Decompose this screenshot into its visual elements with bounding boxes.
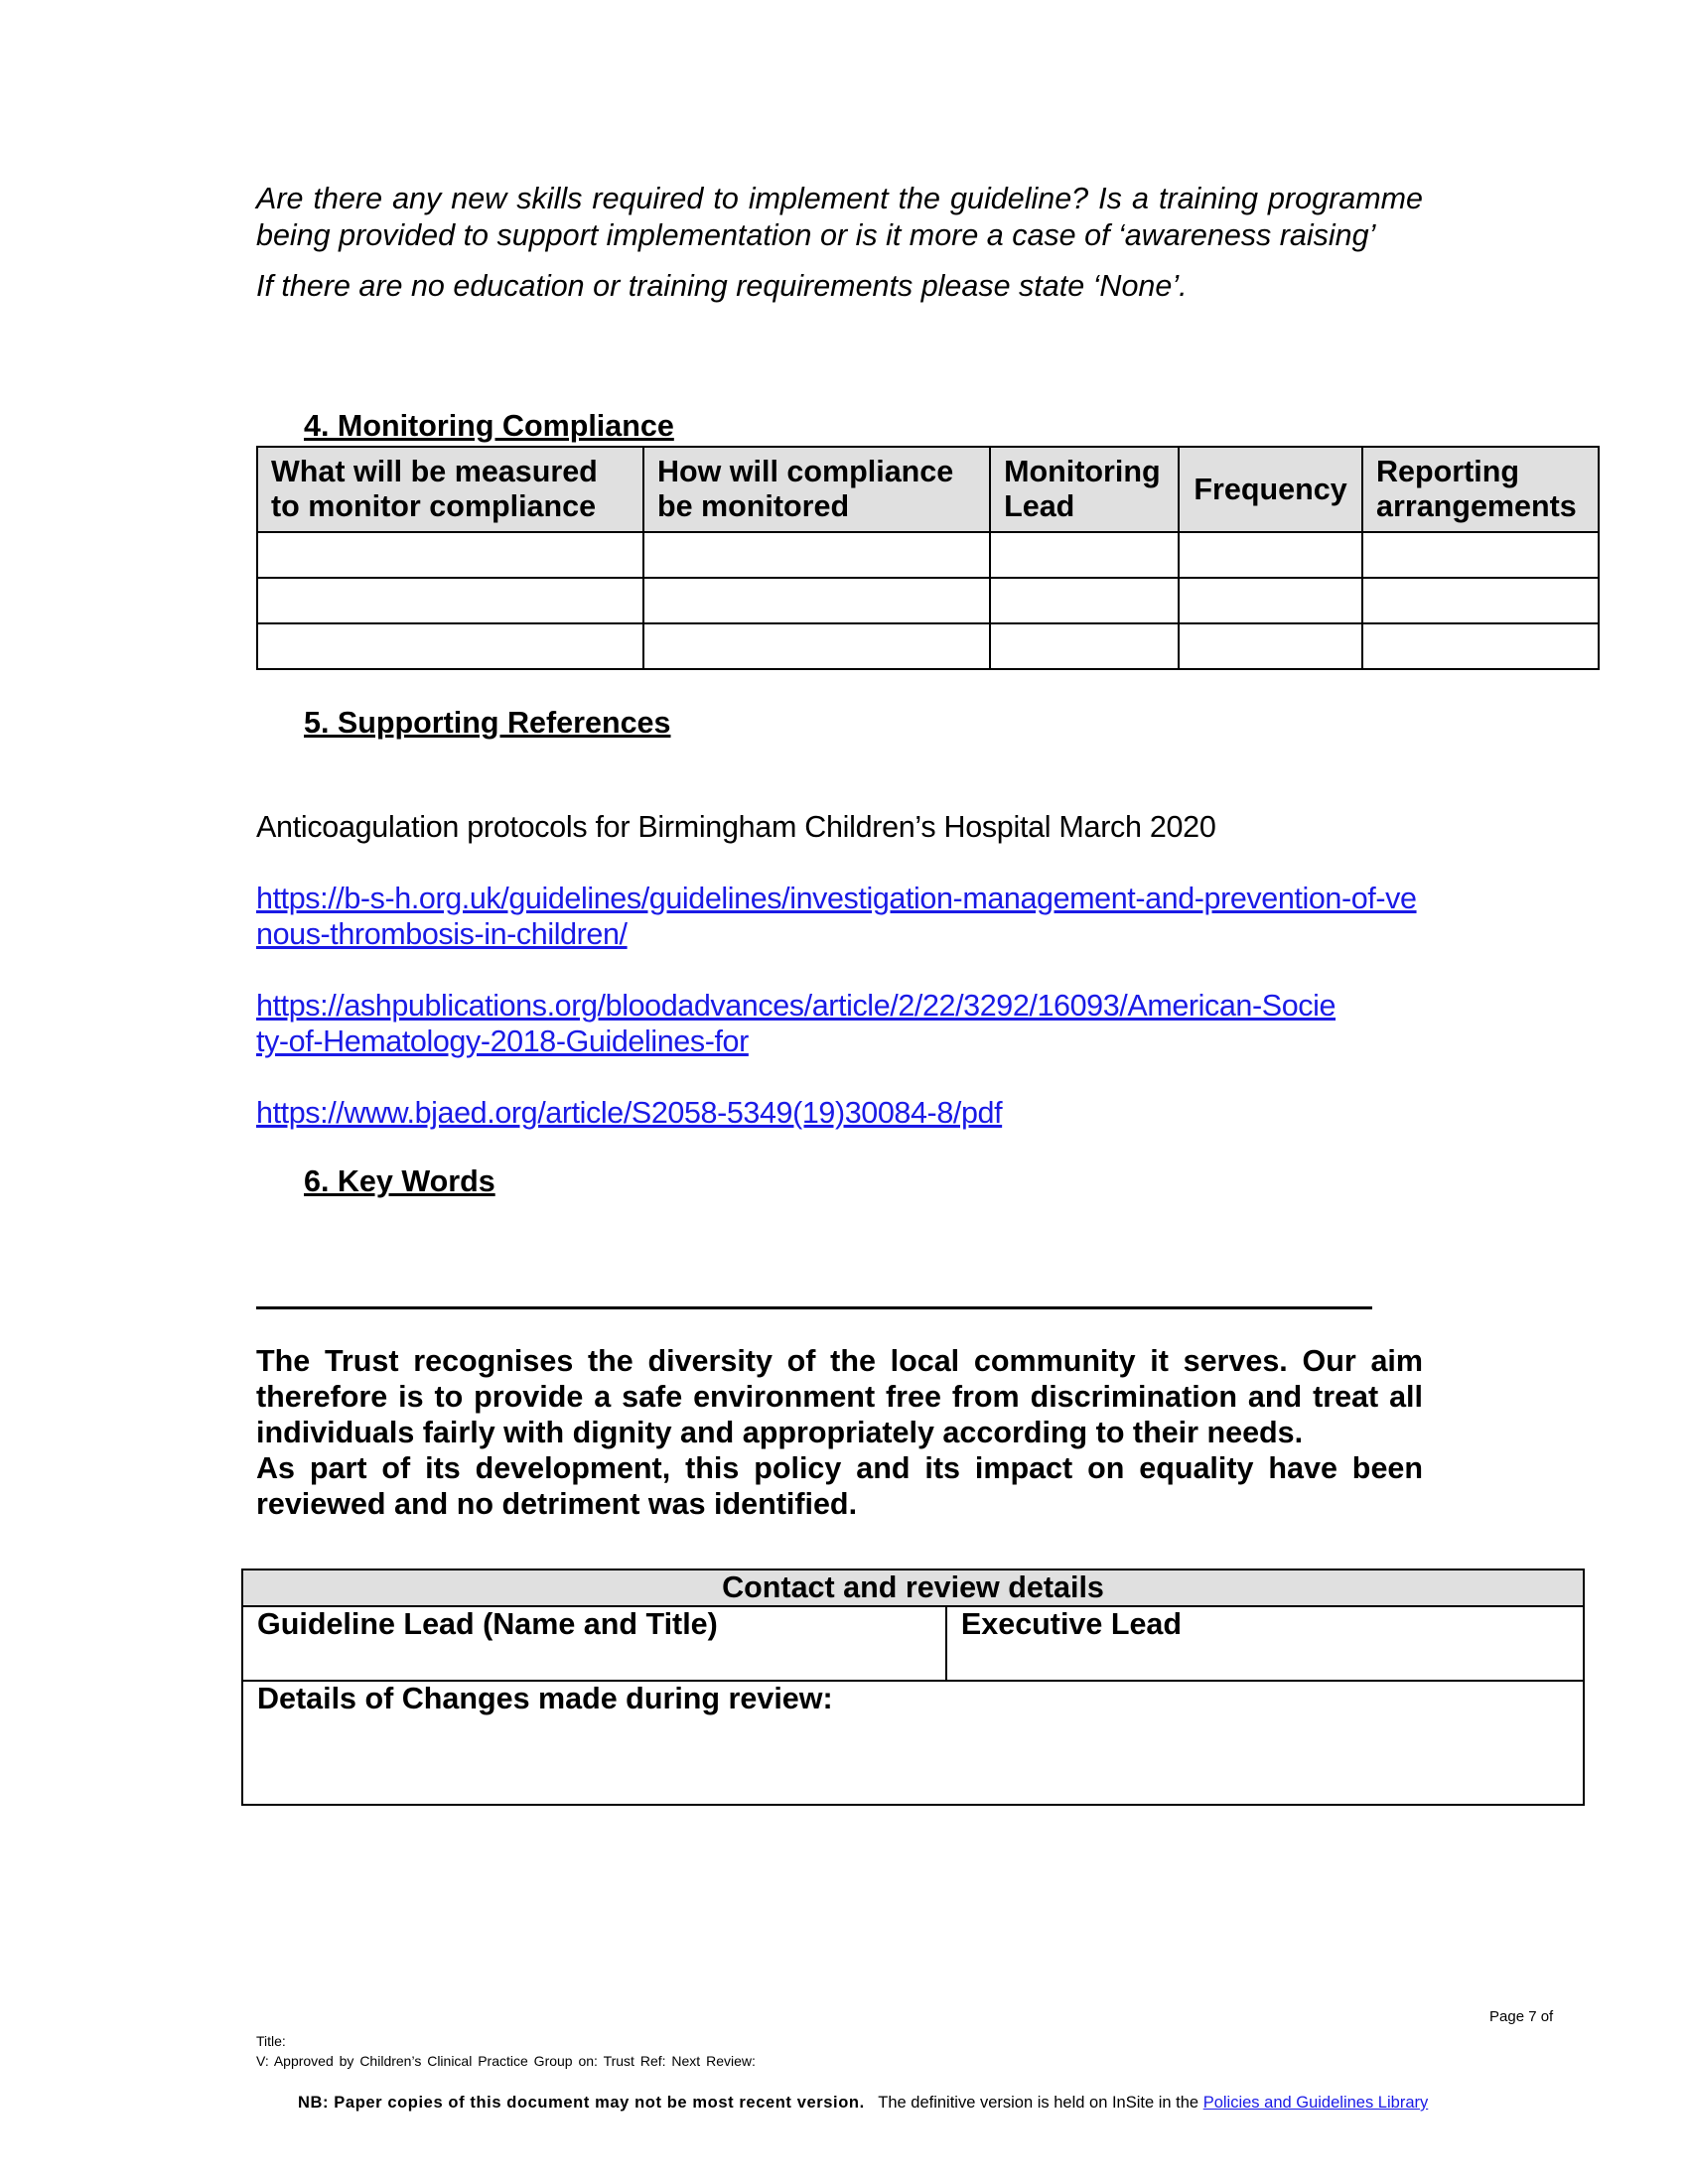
table-cell[interactable] — [257, 623, 643, 669]
table-row — [257, 578, 1599, 623]
table-cell[interactable] — [1179, 532, 1362, 578]
table-cell[interactable] — [257, 532, 643, 578]
table-cell[interactable] — [257, 578, 643, 623]
intro-instruction: If there are no education or training requirements please state ‘None’. — [256, 269, 1188, 303]
contact-title-row — [242, 1570, 1584, 1606]
table-cell[interactable] — [643, 578, 990, 623]
table-cell[interactable] — [1179, 623, 1362, 669]
executive-lead-cell[interactable]: Executive Lead — [946, 1606, 1584, 1681]
policies-library-link[interactable]: Policies and Guidelines Library — [1202, 2094, 1429, 2112]
table-row — [257, 623, 1599, 669]
contact-title: Contact and review details — [242, 1570, 1584, 1606]
footer-notice-bold: NB: Paper copies of this document may not be most recent version. — [298, 2094, 865, 2112]
keywords-heading: 6. Key Words — [304, 1164, 495, 1198]
table-row — [257, 532, 1599, 578]
monitoring-heading: 4. Monitoring Compliance — [304, 409, 674, 443]
contact-lead-row — [242, 1606, 1584, 1681]
col-how-monitored: How will compliance be monitored — [643, 447, 990, 532]
col-frequency: Frequency — [1179, 447, 1362, 532]
changes-row — [242, 1681, 1584, 1805]
reference-link-bjaed[interactable]: https://www.bjaed.org/article/S2058-5349(19)30084-8/pdf — [256, 1096, 1003, 1130]
references-list — [256, 809, 1448, 1166]
monitoring-table — [256, 446, 1600, 670]
table-cell[interactable] — [1362, 623, 1599, 669]
trust-statement-para2: As part of its development, this policy and its impact on equality have been reviewed and no detriment was identified. — [256, 1451, 1423, 1521]
table-cell[interactable] — [1362, 532, 1599, 578]
page-number: Page 7 of — [1489, 2008, 1554, 2025]
col-what-measured: What will be measured to monitor compliance — [257, 447, 643, 532]
footer-version: V: Approved by Children’s Clinical Practice Group on: Trust Ref: Next Review: — [256, 2053, 756, 2069]
table-cell[interactable] — [1362, 578, 1599, 623]
footer-title: Title: — [256, 2033, 286, 2049]
table-cell[interactable] — [643, 532, 990, 578]
intro-text — [256, 181, 1423, 305]
reference-link-ash[interactable]: https://ashpublications.org/bloodadvances/article/2/22/3292/16093/American-Society-of-Hematology-2018-Guidelines-for — [256, 989, 1336, 1058]
table-cell[interactable] — [1179, 578, 1362, 623]
footer-notice-text: The definitive version is held on InSite in the — [878, 2094, 1199, 2112]
trust-statement-para1: The Trust recognises the diversity of the local community it serves. Our aim therefore is to provide a safe environment free from discrimination and treat all individuals fairly with dignity and appropriately according to their needs. — [256, 1344, 1423, 1449]
col-reporting: Reporting arrangements — [1362, 447, 1599, 532]
monitoring-header-row — [257, 447, 1599, 532]
references-heading: 5. Supporting References — [304, 706, 671, 740]
table-cell[interactable] — [990, 532, 1179, 578]
intro-question: Are there any new skills required to implement the guideline? Is a training programme being provided to support implementation or is it more a case of ‘awareness raising’ — [256, 182, 1423, 252]
table-cell[interactable] — [990, 578, 1179, 623]
changes-cell[interactable]: Details of Changes made during review: — [242, 1681, 1584, 1805]
divider-line — [256, 1306, 1372, 1309]
reference-plain: Anticoagulation protocols for Birmingham Children’s Hospital March 2020 — [256, 810, 1216, 844]
trust-statement — [256, 1343, 1423, 1522]
table-cell[interactable] — [990, 623, 1179, 669]
col-monitoring-lead: Monitoring Lead — [990, 447, 1179, 532]
guideline-lead-cell[interactable]: Guideline Lead (Name and Title) — [242, 1606, 946, 1681]
contact-review-table — [241, 1569, 1585, 1806]
table-cell[interactable] — [643, 623, 990, 669]
reference-link-bsh[interactable]: https://b-s-h.org.uk/guidelines/guidelines/investigation-management-and-prevention-of-venous-thrombosis-in-children/ — [256, 882, 1417, 951]
footer-notice — [298, 2094, 1428, 2113]
